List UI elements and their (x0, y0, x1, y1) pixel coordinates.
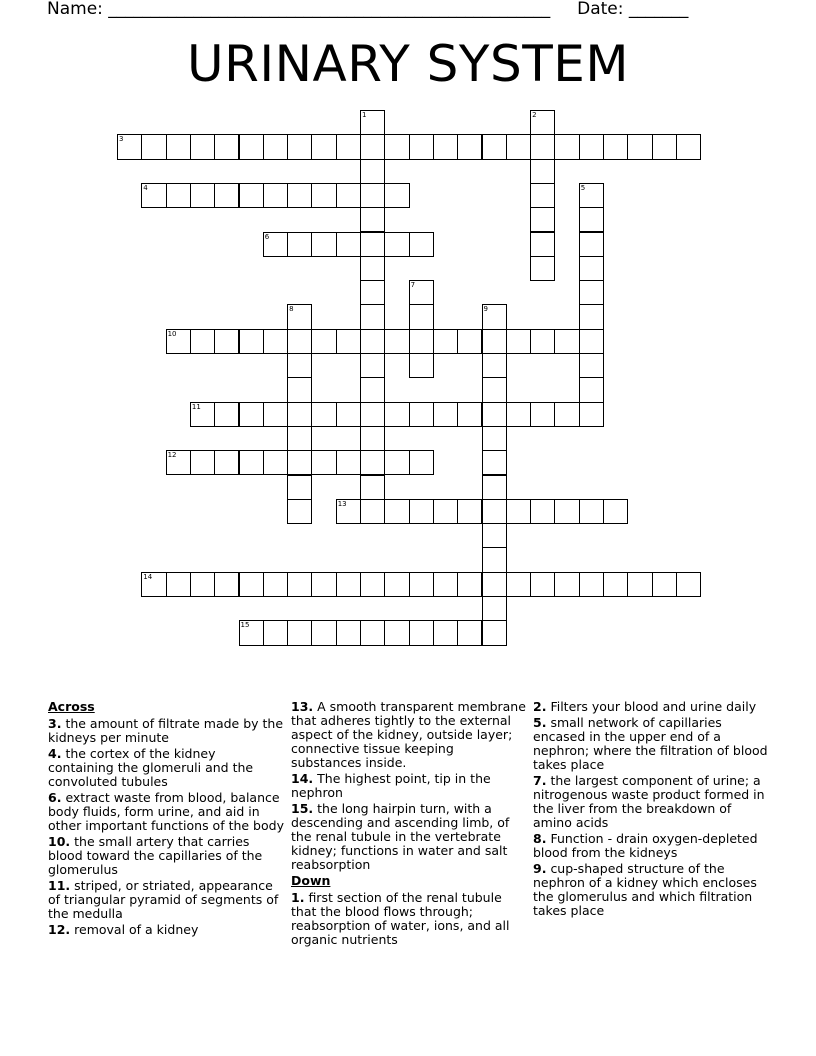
grid-cell[interactable] (263, 329, 288, 354)
grid-cell[interactable] (409, 134, 434, 159)
grid-cell[interactable] (360, 426, 385, 451)
grid-cell[interactable] (433, 620, 458, 645)
grid-cell[interactable] (384, 329, 409, 354)
grid-cell[interactable] (506, 329, 531, 354)
grid-cell[interactable] (482, 426, 507, 451)
grid-cell[interactable] (384, 620, 409, 645)
grid-cell[interactable] (287, 304, 312, 329)
grid-cell[interactable] (482, 353, 507, 378)
grid-cell[interactable] (336, 232, 361, 257)
grid-cell[interactable] (530, 572, 555, 597)
grid-cell[interactable] (141, 183, 166, 208)
grid-cell[interactable] (190, 402, 215, 427)
grid-cell[interactable] (360, 402, 385, 427)
grid-cell[interactable] (360, 450, 385, 475)
grid-cell[interactable] (117, 134, 142, 159)
grid-cell[interactable] (603, 499, 628, 524)
grid-cell[interactable] (482, 596, 507, 621)
grid-cell[interactable] (263, 620, 288, 645)
grid-cell[interactable] (287, 377, 312, 402)
grid-cell[interactable] (214, 572, 239, 597)
name-line[interactable]: ____________________________________________________ (108, 0, 551, 19)
grid-cell[interactable] (579, 256, 604, 281)
grid-cell[interactable] (360, 159, 385, 184)
grid-cell[interactable] (336, 183, 361, 208)
grid-cell[interactable] (360, 183, 385, 208)
clue-number: 8 (289, 305, 294, 314)
grid-cell[interactable] (311, 402, 336, 427)
clue-number: 1 (362, 111, 367, 119)
date-line[interactable]: _______ (628, 0, 689, 19)
grid-cell[interactable] (360, 304, 385, 329)
grid-cell[interactable] (482, 304, 507, 329)
grid-cell[interactable] (239, 402, 264, 427)
grid-cell[interactable] (603, 134, 628, 159)
grid-cell[interactable] (652, 572, 677, 597)
grid-cell[interactable] (287, 329, 312, 354)
grid-cell[interactable] (263, 183, 288, 208)
grid-cell[interactable] (360, 620, 385, 645)
grid-cell[interactable] (409, 329, 434, 354)
grid-cell[interactable] (506, 572, 531, 597)
grid-cell[interactable] (311, 134, 336, 159)
grid-cell[interactable] (579, 353, 604, 378)
grid-cell[interactable] (287, 475, 312, 500)
grid-cell[interactable] (554, 134, 579, 159)
puzzle-title: URINARY SYSTEM (187, 35, 629, 93)
grid-cell[interactable] (166, 450, 191, 475)
grid-cell[interactable] (166, 329, 191, 354)
grid-cell[interactable] (336, 620, 361, 645)
clue-across-13: 13. A smooth transparent membrane that adheres tightly to the external aspect of the kidney, outside layer; connective tissue keeping substances inside. (291, 699, 526, 770)
clue-across-4: 4. the cortex of the kidney containing the glomeruli and the convoluted tubules (48, 746, 254, 789)
grid-cell[interactable] (263, 572, 288, 597)
grid-cell[interactable] (603, 572, 628, 597)
grid-cell[interactable] (384, 572, 409, 597)
grid-cell[interactable] (190, 183, 215, 208)
clues-column-1 (48, 700, 284, 939)
grid-cell[interactable] (190, 329, 215, 354)
grid-cell[interactable] (579, 207, 604, 232)
grid-cell[interactable] (287, 572, 312, 597)
grid-cell[interactable] (239, 329, 264, 354)
grid-cell[interactable] (409, 620, 434, 645)
grid-cell[interactable] (384, 450, 409, 475)
grid-cell[interactable] (360, 207, 385, 232)
clue-across-10: 10. the small artery that carries blood toward the capillaries of the glomerulus (48, 834, 263, 877)
grid-cell[interactable] (627, 134, 652, 159)
grid-cell[interactable] (554, 572, 579, 597)
grid-cell[interactable] (214, 134, 239, 159)
grid-cell[interactable] (530, 329, 555, 354)
grid-cell[interactable] (579, 280, 604, 305)
grid-cell[interactable] (530, 402, 555, 427)
clue-number: 7 (410, 281, 416, 290)
grid-cell[interactable] (141, 134, 166, 159)
grid-cell[interactable] (166, 572, 191, 597)
clue-number: 10 (167, 329, 177, 338)
clue-number: 14 (143, 572, 153, 581)
grid-cell[interactable] (287, 183, 312, 208)
grid-cell[interactable] (360, 572, 385, 597)
grid-cell[interactable] (433, 572, 458, 597)
grid-cell[interactable] (433, 134, 458, 159)
grid-cell[interactable] (190, 134, 215, 159)
grid-cell[interactable] (141, 572, 166, 597)
clues-column-2 (291, 700, 527, 949)
grid-cell[interactable] (190, 450, 215, 475)
grid-cell[interactable] (579, 183, 604, 208)
grid-cell[interactable] (360, 377, 385, 402)
grid-cell[interactable] (506, 134, 531, 159)
grid-cell[interactable] (433, 402, 458, 427)
grid-cell[interactable] (409, 402, 434, 427)
grid-cell[interactable] (239, 572, 264, 597)
grid-cell[interactable] (409, 280, 434, 305)
grid-cell[interactable] (530, 256, 555, 281)
grid-cell[interactable] (482, 475, 507, 500)
grid-cell[interactable] (482, 547, 507, 572)
grid-cell[interactable] (360, 134, 385, 159)
grid-cell[interactable] (336, 572, 361, 597)
grid-cell[interactable] (384, 232, 409, 257)
grid-cell[interactable] (287, 450, 312, 475)
grid-cell[interactable] (360, 353, 385, 378)
grid-cell[interactable] (239, 134, 264, 159)
grid-cell[interactable] (579, 304, 604, 329)
grid-cell[interactable] (482, 450, 507, 475)
grid-cell[interactable] (457, 329, 482, 354)
grid-cell[interactable] (360, 256, 385, 281)
clue-number: 5 (580, 183, 586, 192)
grid-cell[interactable] (409, 232, 434, 257)
clue-down-7: 7. the largest component of urine; a nitrogenous waste product formed in the liver from the breakdown of amino acids (533, 773, 765, 830)
grid-cell[interactable] (482, 499, 507, 524)
grid-cell[interactable] (239, 620, 264, 645)
grid-cell[interactable] (336, 499, 361, 524)
clue-down-9: 9. cup-shaped structure of the nephron of a kidney which encloses the glomerulus and which filtration takes place (533, 861, 757, 918)
grid-cell[interactable] (457, 402, 482, 427)
clue-across-3: 3. the amount of filtrate made by the kidneys per minute (48, 716, 284, 745)
clue-number: 2 (532, 111, 537, 119)
grid-cell[interactable] (263, 232, 288, 257)
grid-cell[interactable] (409, 304, 434, 329)
clue-number: 4 (143, 183, 148, 192)
grid-cell[interactable] (239, 450, 264, 475)
grid-cell[interactable] (384, 499, 409, 524)
grid-cell[interactable] (482, 134, 507, 159)
grid-cell[interactable] (579, 134, 604, 159)
grid-cell[interactable] (166, 183, 191, 208)
grid-cell[interactable] (166, 134, 191, 159)
grid-cell[interactable] (482, 402, 507, 427)
grid-cell[interactable] (384, 402, 409, 427)
grid-cell[interactable] (360, 475, 385, 500)
grid-cell[interactable] (263, 134, 288, 159)
grid-cell[interactable] (214, 183, 239, 208)
grid-cell[interactable] (530, 207, 555, 232)
grid-cell[interactable] (360, 110, 385, 135)
grid-cell[interactable] (482, 377, 507, 402)
date-label: Date: (577, 0, 624, 19)
grid-cell[interactable] (579, 402, 604, 427)
grid-cell[interactable] (360, 232, 385, 257)
grid-cell[interactable] (530, 110, 555, 135)
grid-cell[interactable] (530, 183, 555, 208)
grid-cell[interactable] (530, 159, 555, 184)
grid-cell[interactable] (579, 499, 604, 524)
grid-cell[interactable] (530, 134, 555, 159)
clue-down-5: 5. small network of capillaries encased in the upper end of a nephron; where the filtration of blood takes place (533, 715, 768, 772)
grid-cell[interactable] (214, 329, 239, 354)
clue-down-8: 8. Function - drain oxygen-depleted blood from the kidneys (533, 831, 758, 860)
grid-cell[interactable] (409, 499, 434, 524)
grid-cell[interactable] (336, 329, 361, 354)
grid-cell[interactable] (457, 572, 482, 597)
down-heading: Down (291, 873, 331, 888)
grid-cell[interactable] (287, 402, 312, 427)
grid-cell[interactable] (457, 620, 482, 645)
grid-cell[interactable] (482, 523, 507, 548)
clue-number: 13 (337, 499, 347, 508)
clue-number: 15 (240, 621, 250, 630)
grid-cell[interactable] (409, 353, 434, 378)
clue-number: 11 (191, 402, 201, 411)
across-heading: Across (48, 699, 95, 714)
grid-cell[interactable] (530, 232, 555, 257)
grid-cell[interactable] (263, 402, 288, 427)
clue-down-2: 2. Filters your blood and urine daily (533, 699, 757, 714)
grid-cell[interactable] (287, 620, 312, 645)
grid-cell[interactable] (457, 499, 482, 524)
grid-cell[interactable] (336, 402, 361, 427)
grid-cell[interactable] (506, 402, 531, 427)
name-label: Name: (47, 0, 103, 19)
grid-cell[interactable] (482, 329, 507, 354)
grid-cell[interactable] (311, 572, 336, 597)
grid-cell[interactable] (263, 450, 288, 475)
grid-cell[interactable] (579, 572, 604, 597)
grid-cell[interactable] (433, 499, 458, 524)
grid-cell[interactable] (287, 499, 312, 524)
grid-cell[interactable] (311, 620, 336, 645)
clue-number: 9 (483, 305, 488, 314)
grid-cell[interactable] (530, 499, 555, 524)
grid-cell[interactable] (482, 620, 507, 645)
grid-cell[interactable] (214, 450, 239, 475)
clue-across-12: 12. removal of a kidney (48, 922, 199, 937)
grid-cell[interactable] (287, 232, 312, 257)
grid-cell[interactable] (311, 450, 336, 475)
grid-cell[interactable] (409, 572, 434, 597)
grid-cell[interactable] (239, 183, 264, 208)
grid-cell[interactable] (676, 134, 701, 159)
grid-cell[interactable] (579, 329, 604, 354)
grid-cell[interactable] (287, 134, 312, 159)
clues-column-3 (533, 700, 769, 920)
grid-cell[interactable] (287, 426, 312, 451)
grid-cell[interactable] (360, 329, 385, 354)
grid-cell[interactable] (190, 572, 215, 597)
grid-cell[interactable] (627, 572, 652, 597)
grid-cell[interactable] (554, 329, 579, 354)
grid-cell[interactable] (676, 572, 701, 597)
grid-cell[interactable] (336, 450, 361, 475)
grid-cell[interactable] (652, 134, 677, 159)
grid-cell[interactable] (579, 377, 604, 402)
clue-number: 3 (119, 135, 124, 144)
clue-across-15: 15. the long hairpin turn, with a descending and ascending limb, of the renal tubule in the vertebrate kidney; functions in water and salt reabsorption (291, 801, 510, 872)
grid-cell[interactable] (384, 134, 409, 159)
clue-across-11: 11. striped, or striated, appearance of triangular pyramid of segments of the medulla (48, 878, 279, 921)
grid-cell[interactable] (360, 280, 385, 305)
clue-down-1: 1. first section of the renal tubule that the blood flows through; reabsorption of water, ions, and all organic nutrients (291, 890, 510, 947)
grid-cell[interactable] (506, 499, 531, 524)
clue-across-6: 6. extract waste from blood, balance body fluids, form urine, and aid in other important functions of the body (48, 790, 284, 833)
grid-cell[interactable] (287, 353, 312, 378)
grid-cell[interactable] (579, 232, 604, 257)
grid-cell[interactable] (554, 402, 579, 427)
grid-cell[interactable] (409, 450, 434, 475)
grid-cell[interactable] (482, 572, 507, 597)
clue-number: 6 (264, 232, 270, 241)
grid-cell[interactable] (554, 499, 579, 524)
clue-across-14: 14. The highest point, tip in the nephron (291, 771, 491, 800)
grid-cell[interactable] (457, 134, 482, 159)
clue-number: 12 (167, 451, 177, 460)
grid-cell[interactable] (311, 232, 336, 257)
grid-cell[interactable] (384, 183, 409, 208)
grid-cell[interactable] (360, 499, 385, 524)
grid-cell[interactable] (214, 402, 239, 427)
grid-cell[interactable] (336, 134, 361, 159)
grid-cell[interactable] (433, 329, 458, 354)
grid-cell[interactable] (311, 183, 336, 208)
grid-cell[interactable] (311, 329, 336, 354)
